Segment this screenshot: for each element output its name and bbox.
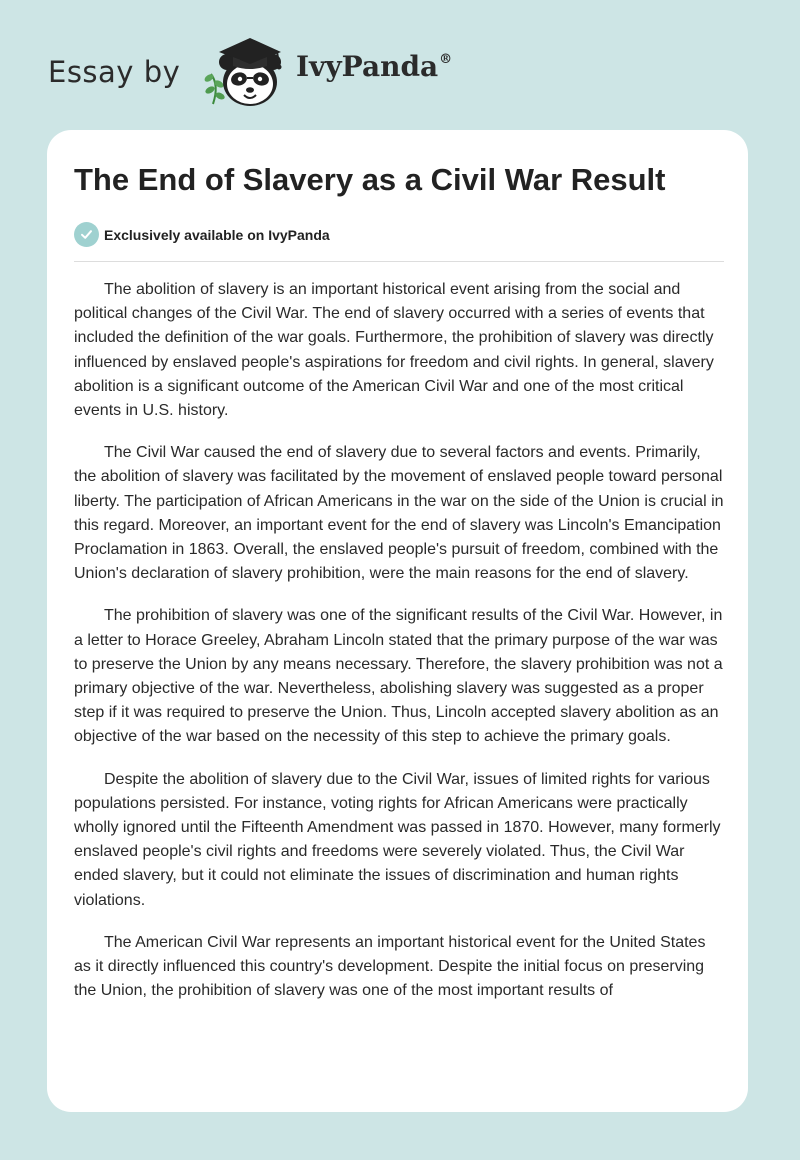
leaf-sprig-icon [203,73,226,104]
paragraph: The American Civil War represents an important historical event for the United States as it directly influenced this country's development. Despite the initial focus on preserving the Union, the prohibition of slavery was one of the most important results of [74,933,706,1000]
panda-logo-icon[interactable] [203,32,295,110]
essay-by-label: Essay by [48,55,181,89]
exclusive-badge [74,222,330,247]
essay-body [74,278,724,1021]
paragraph: Despite the abolition of slavery due to the Civil War, issues of limited rights for various populations persisted. For instance, voting rights for African Americans were practically wholly ignored until the Fifteenth Amendment was passed in 1870. However, many formerly enslaved people's civil rights and freedoms were severely violated. Thus, the Civil War ended slavery, but it could not eliminate the issues of discrimination and human rights violations. [74,770,721,909]
page-title: The End of Slavery as a Civil War Result [74,162,666,197]
divider [74,261,724,262]
check-circle-icon [74,222,99,247]
exclusive-badge-label: Exclusively available on IvyPanda [104,226,330,243]
paragraph: The abolition of slavery is an important historical event arising from the social and political changes of the Civil War. The end of slavery occurred with a series of events that included the definition of the war goals. Furthermore, the prohibition of slavery was directly influenced by enslaved people's aspirations for freedom and civil rights. In general, slavery abolition is a significant outcome of the American Civil War and one of the most critical events in U.S. history. [74,281,714,420]
paragraph: The Civil War caused the end of slavery due to several factors and events. Primarily, the abolition of slavery was facilitated by the movement of enslaved people toward personal liberty. The participation of African Americans in the war on the side of the Union is crucial in this regard. Moreover, an important event for the end of slavery was Lincoln's Emancipation Proclamation in 1863. Overall, the enslaved people's pursuit of freedom, combined with the Union's declaration of slavery prohibition, were the main reasons for the end of slavery. [74,444,724,583]
site-header [48,36,453,108]
essay-card [47,130,748,1112]
paragraph: The prohibition of slavery was one of the significant results of the Civil War. However, in a letter to Horace Greeley, Abraham Lincoln stated that the primary purpose of the war was to preserve the Union by any means necessary. Therefore, the slavery prohibition was not a primary objective of the war. Nevertheless, abolishing slavery was suggested as a proper step if it was required to preserve the Union. Thus, Lincoln accepted slavery abolition as an objective of the war based on the necessity of this step to achieve the primary goals. [74,607,723,746]
trademark-symbol: ® [439,52,453,67]
brand-name[interactable]: IvyPanda® [296,50,453,83]
